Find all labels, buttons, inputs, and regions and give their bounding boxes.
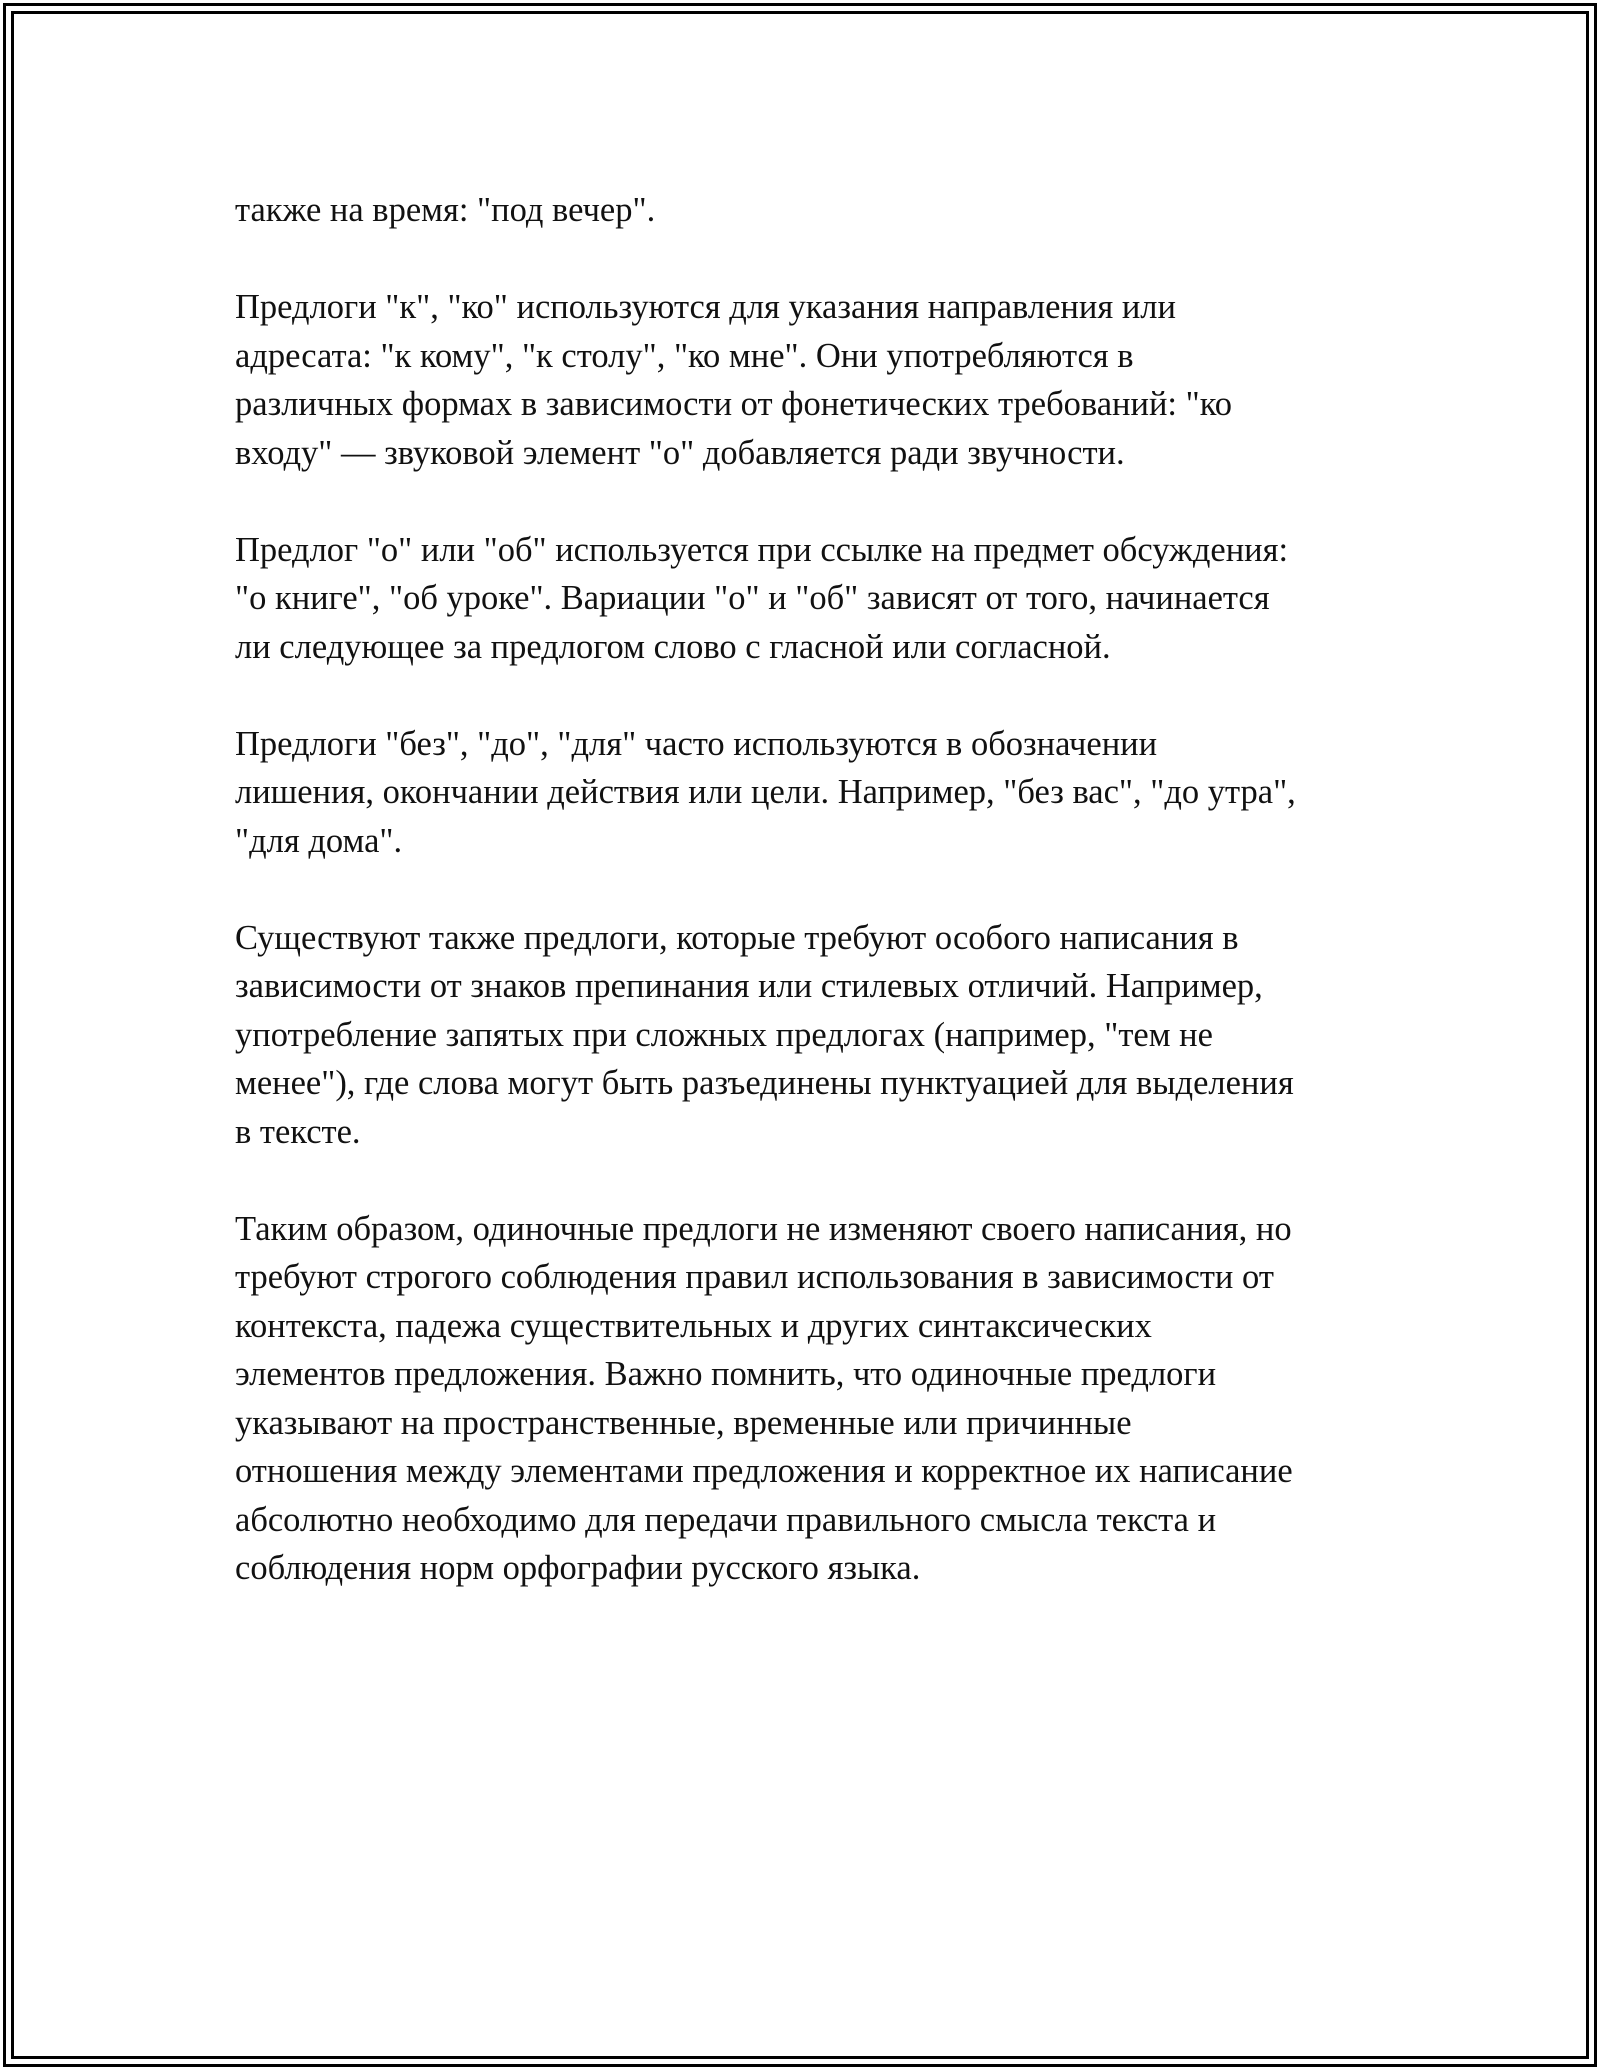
paragraph-1: также на время: "под вечер".: [235, 191, 656, 229]
paragraph-2: Предлоги "к", "ко" используются для указания направления или адресата: "к кому", "к столу", "ко мне". Они употребляются в различных формах в зависимости от фонетических требований: "ко входу" — звуковой элемент "о" добавляется ради звучности.: [235, 288, 1232, 472]
paragraph-6: Таким образом, одиночные предлоги не изменяют своего написания, но требуют строгого соблюдения правил использования в зависимости от контекста, падежа существительных и других синтаксических элементов предложения. Важно помнить, что одиночные предлоги указывают на пространственные, временные или причинные отношения между элементами предложения и корректное их написание абсолютно необходимо для передачи правильного смысла текста и соблюдения норм орфографии русского языка.: [235, 1209, 1293, 1587]
paragraph-3: Предлог "о" или "об" используется при ссылке на предмет обсуждения: "о книге", "об уроке". Вариации "о" и "об" зависят от того, начинается ли следующее за предлогом слово с гласной или согласной.: [235, 530, 1289, 666]
document-body: [235, 186, 1380, 1641]
paragraph-4: Предлоги "без", "до", "для" часто используются в обозначении лишения, окончании действия или цели. Например, "без вас", "до утра", "для дома".: [235, 724, 1296, 860]
paragraph-5: Существуют также предлоги, которые требуют особого написания в зависимости от знаков препинания или стилевых отличий. Например, употребление запятых при сложных предлогах (например, "тем не менее"), где слова могут быть разъединены пунктуацией для выделения в тексте.: [235, 918, 1294, 1151]
